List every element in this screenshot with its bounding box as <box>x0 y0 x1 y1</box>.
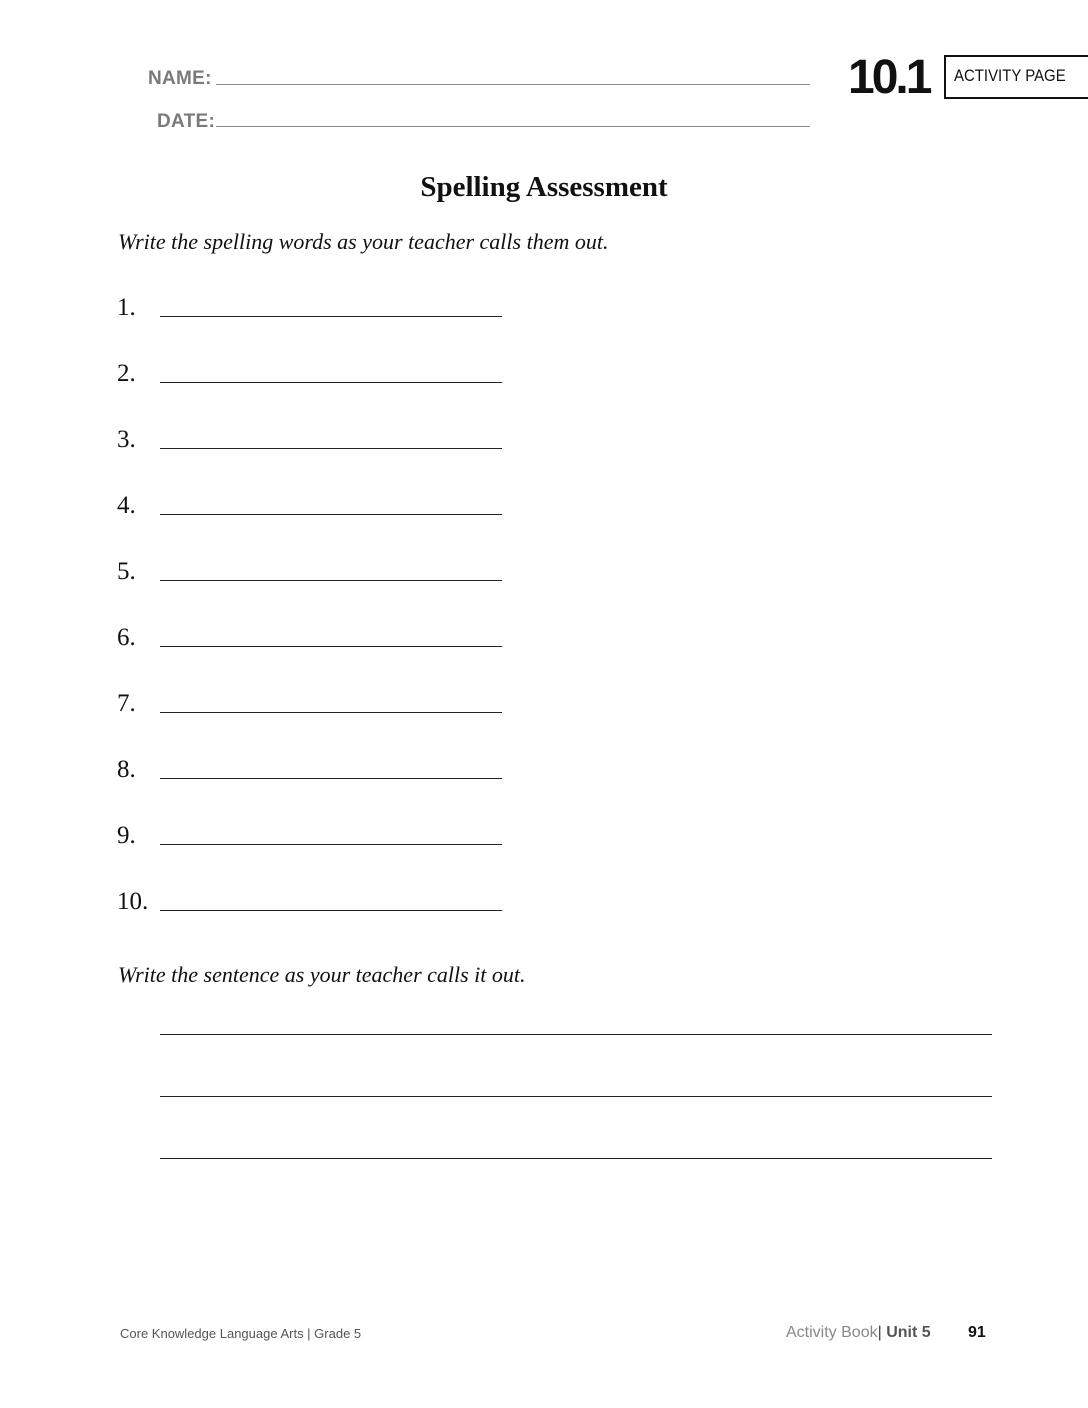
page-title: Spelling Assessment <box>420 171 668 203</box>
item-number: 1. <box>117 294 136 321</box>
item-number: 4. <box>117 492 136 519</box>
item-number: 5. <box>117 558 136 585</box>
answer-line-1[interactable] <box>160 316 502 317</box>
item-number: 8. <box>117 756 136 783</box>
instruction-sentence: Write the sentence as your teacher calls it out. <box>118 962 526 987</box>
instruction-words: Write the spelling words as your teacher calls them out. <box>118 229 609 254</box>
answer-line-8[interactable] <box>160 778 502 779</box>
activity-number: 10.1 <box>848 51 930 104</box>
footer-unit: Unit 5 <box>886 1324 931 1341</box>
answer-line-10[interactable] <box>160 910 502 911</box>
date-label: DATE: <box>157 111 216 132</box>
sentence-line-2[interactable] <box>160 1096 992 1097</box>
answer-line-2[interactable] <box>160 382 502 383</box>
footer-separator: | <box>877 1324 882 1341</box>
footer-publisher: Core Knowledge Language Arts | Grade 5 <box>120 1326 362 1341</box>
answer-line-7[interactable] <box>160 712 502 713</box>
sentence-line-1[interactable] <box>160 1034 992 1035</box>
item-number: 9. <box>117 822 136 849</box>
item-number: 2. <box>117 360 136 387</box>
item-number: 10. <box>117 888 149 915</box>
answer-line-9[interactable] <box>160 844 502 845</box>
footer-book-info <box>786 1324 931 1342</box>
answer-line-4[interactable] <box>160 514 502 515</box>
date-field[interactable] <box>216 126 810 127</box>
activity-page-label: ACTIVITY PAGE <box>954 66 1066 85</box>
sentence-line-3[interactable] <box>160 1158 992 1159</box>
item-number: 6. <box>117 624 136 651</box>
name-label: NAME: <box>148 68 212 89</box>
footer-book: Activity Book <box>786 1324 878 1341</box>
answer-line-3[interactable] <box>160 448 502 449</box>
answer-line-6[interactable] <box>160 646 502 647</box>
page-number: 91 <box>968 1324 986 1341</box>
item-number: 7. <box>117 690 136 717</box>
answer-line-5[interactable] <box>160 580 502 581</box>
name-field[interactable] <box>216 84 810 85</box>
item-number: 3. <box>117 426 136 453</box>
